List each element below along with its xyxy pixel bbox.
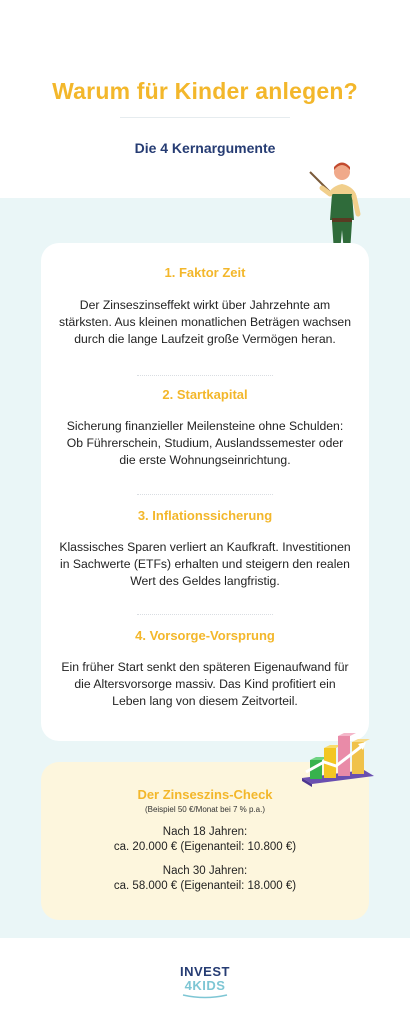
check-line: Nach 18 Jahren:	[162, 826, 248, 838]
section-body: Der Zinseszinseffekt wirkt über Jahrzehnte am stärksten. Aus kleinen monatlichen Beträgen wachsen durch die lange Laufzeit große Vermögen heran.	[59, 298, 351, 346]
title-divider	[120, 117, 290, 118]
section-divider	[137, 614, 273, 615]
section-divider	[137, 375, 273, 376]
section-body: Ein früher Start senkt den späteren Eigenaufwand für die Altersvorsorge massiv. Das Kind profitiert ein Leben lang von diesem Zeitvorteil.	[61, 660, 349, 708]
section-body: Sicherung finanzieller Meilensteine ohne Schulden: Ob Führerschein, Studium, Auslandssemester oder die erste Wohnungseinrichtung.	[66, 419, 344, 467]
check-note: (Beispiel 50 €/Monat bei 7 % p.a.)	[144, 805, 266, 814]
page-subtitle: Die 4 Kernargumente	[134, 140, 276, 156]
growth-bar-chart-icon	[300, 726, 376, 796]
section-title: 3. Inflationssicherung	[137, 508, 273, 523]
logo-line-1: INVEST	[180, 964, 230, 979]
arguments-card	[41, 243, 369, 741]
page-title: Warum für Kinder anlegen?	[52, 78, 358, 104]
check-line: Nach 30 Jahren:	[162, 865, 248, 877]
logo-swoosh-icon	[181, 993, 229, 999]
invest4kids-logo	[0, 965, 410, 999]
check-title: Der Zinseszins-Check	[137, 787, 273, 802]
check-line: ca. 58.000 € (Eigenanteil: 18.000 €)	[113, 880, 297, 892]
section-title: 2. Startkapital	[162, 387, 248, 402]
section-body: Klassisches Sparen verliert an Kaufkraft. Investitionen in Sachwerte (ETFs) erhalten und steigern den realen Wert des Geldes langfristig.	[59, 540, 351, 588]
section-divider	[137, 494, 273, 495]
check-line: ca. 20.000 € (Eigenanteil: 10.800 €)	[113, 841, 297, 853]
logo-line-2: 4KIDS	[184, 978, 226, 993]
section-title: 4. Vorsorge-Vorsprung	[135, 628, 275, 643]
section-title: 1. Faktor Zeit	[164, 265, 246, 280]
